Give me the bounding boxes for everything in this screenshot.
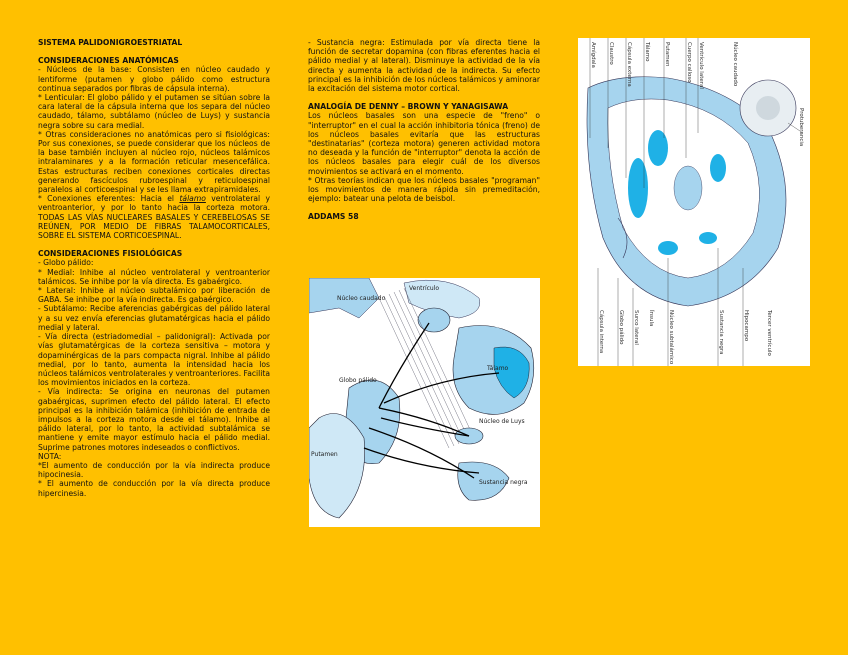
- coronal-label: Amígdala: [590, 42, 596, 68]
- nigra-shape-coronal: [699, 232, 717, 244]
- analogy-heading: ANALOGÍA DE DENNY – BROWN Y YANAGISAWA: [308, 102, 509, 112]
- caudate-label: Núcleo caudado: [337, 295, 386, 302]
- paragraph: Los núcleos basales son una especie de "freno" o "interruptor" en el cual la acción inhibitoria tónica (freno) de los núcleos basales evitaría que las estructuras "destinatarias" (corteza motora) generen actividad motora no deseada y la función de "interruptor" denota la acción de los núcleos basales para elegir cuál de los diversos movimientos se activará en el momento.: [308, 111, 540, 176]
- coronal-label: Globo pálido: [618, 310, 624, 345]
- anatomic-heading: CONSIDERACIONES ANATÓMICAS: [38, 56, 179, 66]
- paragraph: - Vía directa (estriadomedial – palidonigral): Activada por vías glutamatérgicas de la corteza sensitiva – motora y dopaminérgicas de la pars compacta nigral. Inhibe al pálido medial, por lo tanto, aumenta la intensidad hacia los núcleos talámicos ventrolaterales y ventroanteriores. Facilita los movimientos iniciados en la corteza.: [38, 332, 270, 388]
- paragraph: - Subtálamo: Recibe aferencias gabérgicas del pálido lateral y a su vez envía eferencias glutamatérgicas hacia el pálido medial y lateral.: [38, 304, 270, 332]
- paragraph: * Lenticular: El globo pálido y el putamen se sitúan sobre la cara lateral de la cápsula interna que los separa del núcleo caudado, tálamo, subtálamo (núcleo de Luys) y sustancia negra sobre su cara medial.: [38, 93, 270, 130]
- paragraph: - Globo pálido:: [38, 258, 94, 268]
- text-fragment: ventrolateral y ventroanterior, y por lo tanto hacia la corteza motora. TODAS LAS VÍAS NUCLEARES BASALES Y CEREBELOSAS SE REÚNEN, POR MEDIO DE FIBRAS TALAMOCORTICALES, SOBRE EL SISTEMA CORTICOESPINAL.: [38, 194, 270, 241]
- coronal-section-figure: [578, 38, 810, 366]
- caudate-shape: [648, 130, 668, 166]
- coronal-label: Sustancia negra: [718, 310, 724, 355]
- coronal-label: Claustro: [608, 42, 614, 65]
- talamo-link[interactable]: tálamo: [179, 194, 206, 204]
- paragraph: * Lateral: Inhibe al núcleo subtalámico por liberación de GABA. Se inhibe por la vía indirecta. Es gabaérgico.: [38, 286, 270, 305]
- coronal-label: Surco lateral: [633, 310, 639, 345]
- coronal-label: Tálamo: [644, 42, 650, 62]
- left-text-column: [38, 38, 270, 498]
- paragraph: * Otras teorías indican que los núcleos basales "programan" los movimientos de manera rápida sin premeditación, ejemplo: batear una pelota de beisbol.: [308, 175, 540, 204]
- luys-label: Núcleo de Luys: [479, 418, 525, 425]
- coronal-label: Núcleo subtalámico: [668, 310, 674, 365]
- basal-ganglia-diagram: [309, 278, 540, 527]
- globus-pallidus-label: Globo pálido: [339, 377, 377, 384]
- paragraph: - Núcleos de la base: Consisten en núcleo caudado y lentiforme (putamen y globo pálido como estructura continua separados por fibras de cápsula interna).: [38, 65, 270, 93]
- coronal-label: Ventrículo lateral: [698, 42, 704, 89]
- coronal-label: Ínsula: [648, 310, 654, 327]
- subthalamic-shape-coronal: [658, 241, 678, 255]
- thalamus-shape-coronal: [674, 166, 702, 210]
- coronal-label: Cápsula interna: [598, 310, 604, 354]
- coronal-label: Putamen: [664, 42, 670, 67]
- coronal-label: Hipocampo: [743, 310, 749, 342]
- paragraph: *El aumento de conducción por la vía indirecta produce hipocinesia.: [38, 460, 270, 480]
- coronal-section-diagram: [578, 38, 810, 366]
- coronal-label: Tercer ventrículo: [766, 310, 772, 356]
- pons-label: Protuberancia: [798, 108, 804, 147]
- text-fragment: * Conexiones eferentes: Hacia el: [38, 194, 180, 204]
- paragraph: * Medial: Inhibe al núcleo ventrolateral y ventroanterior talámicos. Se inhibe por la vía directa. Es gabaérgico.: [38, 267, 270, 286]
- nucleus-shape: [710, 154, 726, 182]
- coronal-label: Cuerpo calloso: [686, 42, 692, 83]
- caudate-coronal-label: Núcleo caudado: [732, 42, 738, 87]
- putamen-shape-coronal: [628, 158, 648, 218]
- middle-text-column: [308, 38, 540, 222]
- note-heading: NOTA:: [38, 451, 62, 461]
- ventricle-label: Ventrículo: [409, 285, 440, 292]
- paragraph: [38, 194, 270, 240]
- paragraph: * Otras consideraciones no anatómicas pero si fisiológicas: Por sus conexiones, se puede considerar que los núcleos de la base también incluyen al núcleo rojo, núcleos talámicos intralaminares y a la formación reticular mesencefálica. Estas estructuras reciben conexiones corticales directas generando fascículos rubroespinal y reticuloespinal paralelos al corticoespinal y se les llama extrapiramidales.: [38, 129, 270, 195]
- pons-core: [756, 96, 780, 120]
- document-title: SISTEMA PALIDONIGROESTRIATAL: [38, 38, 183, 47]
- coronal-label: Cápsula externa: [626, 42, 632, 87]
- putamen-label: Putamen: [311, 451, 338, 458]
- physiologic-heading: CONSIDERACIONES FISIOLÓGICAS: [38, 249, 183, 259]
- paragraph: - Sustancia negra: Estimulada por vía directa tiene la función de secretar dopamina (con fibras eferentes hacia el pálido medial y al lateral). Disminuye la actividad de la vía directa y aumenta la actividad de la indirecta. Su efecto principal es la inhibición de los núcleos talámicos y aminorar la excitación del sistema motor cortical.: [308, 38, 540, 94]
- basal-ganglia-figure: [309, 278, 540, 527]
- thalamus-label: Tálamo: [487, 365, 509, 372]
- substantia-nigra-label: Sustancia negra: [479, 479, 528, 486]
- reference-label: ADDAMS 58: [308, 212, 359, 222]
- paragraph: - Vía indirecta: Se origina en neuronas del putamen gabaérgicas, suprimen efecto del pálido lateral. El efecto principal es la inhibición talámica (inhibición de entrada de impulsos a la corteza motora desde el tálamo). Inhibe al pálido lateral, por lo tanto, la actividad subtalámica se mantiene y emite mayor estímulo hacia el pálido medial. Suprime patrones motores indeseados o conflictivos.: [38, 387, 270, 452]
- paragraph: * El aumento de conducción por la vía directa produce hipercinesia.: [38, 479, 270, 498]
